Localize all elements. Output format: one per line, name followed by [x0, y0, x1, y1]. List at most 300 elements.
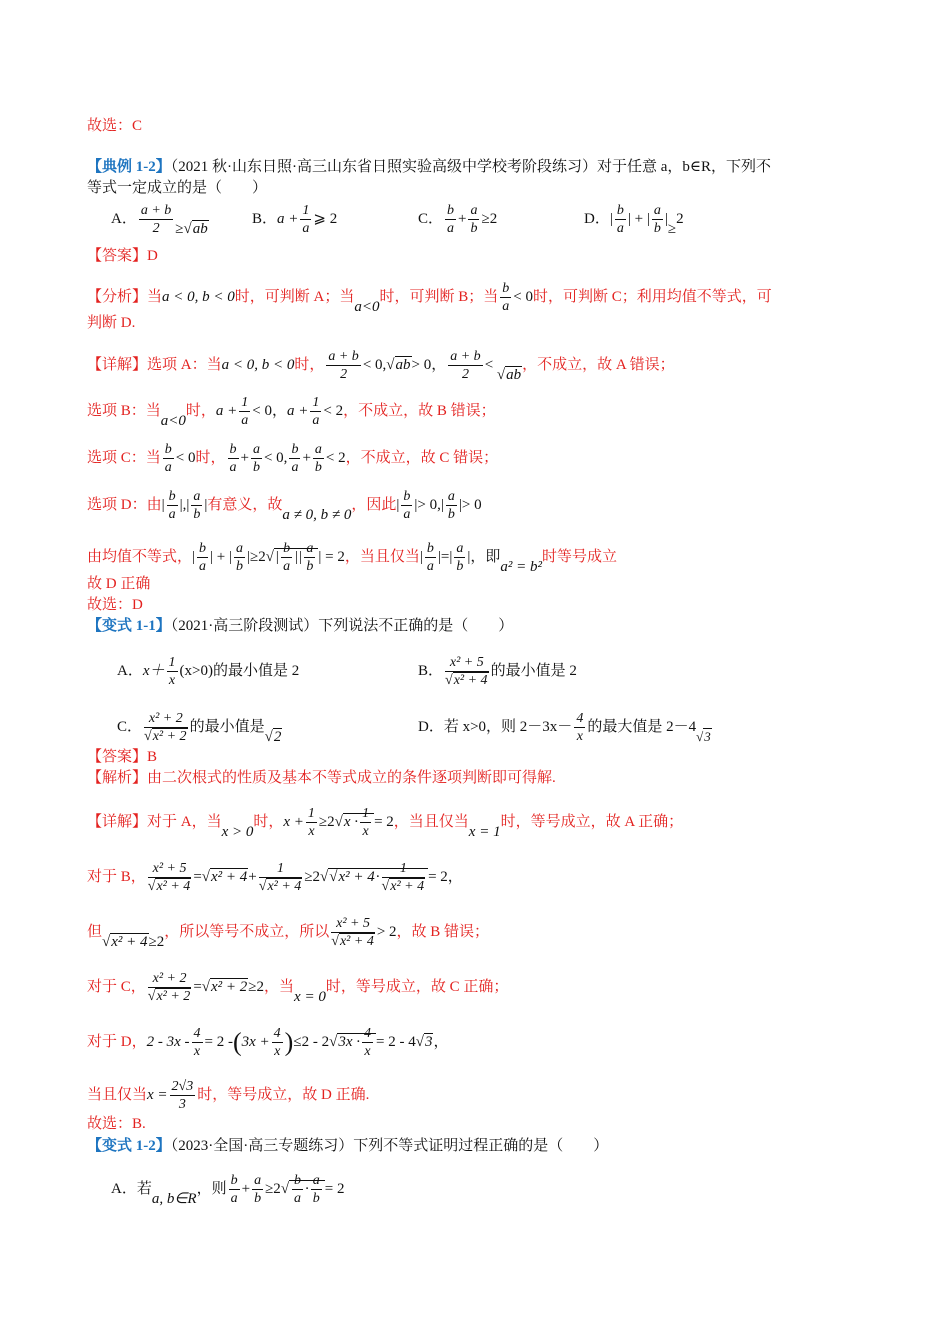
- math-text: b: [447, 507, 455, 522]
- math-text: 有意义，故: [207, 496, 283, 513]
- math-text: x² + 5: [148, 860, 192, 878]
- math-text: |=|: [437, 548, 453, 565]
- math-text: x: [362, 824, 369, 839]
- math-text: b: [291, 442, 299, 457]
- math-text: ab: [506, 366, 522, 383]
- math-text: 若: [136, 1180, 152, 1197]
- fraction: [326, 348, 360, 383]
- math-text: |≥2: [247, 548, 266, 565]
- math-text: 当且仅当: [87, 1086, 148, 1103]
- math-text: ≥2: [304, 868, 321, 885]
- fraction: [313, 441, 324, 476]
- math-symbol: [328, 861, 428, 894]
- variant-analysis: 【解析】由二次根式的性质及基本不等式成立的条件逐项判断即可得解.: [87, 770, 556, 786]
- math-text: 选项 D：由: [87, 496, 162, 513]
- variant-answer: 【答案】B: [87, 749, 158, 765]
- variant-option-a: [117, 654, 299, 689]
- math-text: ≥2: [148, 933, 165, 950]
- math-text: ·: [375, 868, 380, 885]
- math-text: 2 - 3x -: [146, 1033, 190, 1050]
- fraction: [292, 1172, 303, 1207]
- math-text: b: [456, 559, 464, 574]
- math-text: ，因此: [351, 496, 397, 513]
- fraction: [289, 441, 300, 476]
- math-text: B．: [418, 662, 444, 679]
- fraction: [401, 488, 412, 523]
- choice: 故选：D: [87, 597, 143, 613]
- math-text: 时，等号成立，故 D 正确.: [197, 1086, 370, 1103]
- fraction: [163, 441, 174, 476]
- math-text: ，不成立，故 B 错误；: [343, 402, 496, 419]
- math-symbol: |: [192, 548, 196, 565]
- math-text: x ·: [343, 813, 359, 830]
- math-text: ≥2: [481, 210, 498, 227]
- math-text: a: [291, 460, 299, 475]
- fraction: [362, 1025, 373, 1060]
- math-text: x =: [147, 1086, 168, 1103]
- math-text: ，故 B 错误；: [396, 923, 490, 940]
- math-text: ·: [305, 1180, 309, 1197]
- math-text: A．: [111, 1180, 137, 1197]
- fraction: [229, 1172, 240, 1207]
- option-a: [111, 202, 209, 237]
- math-text: a + b: [450, 349, 481, 364]
- math-text: a² = b²: [500, 558, 542, 575]
- math-text: |，即: [467, 548, 501, 565]
- fraction: [311, 1172, 322, 1207]
- example-tag: 【典例 1-2】: [87, 159, 171, 175]
- math-text: 对于 C，: [87, 978, 146, 995]
- math-text: x² + 2: [148, 970, 192, 988]
- fraction: [300, 202, 311, 237]
- square-root: √√x² + 4· $\frac{1}{\text{√x² + 4}}$: [320, 868, 428, 885]
- example-1-2-question-line1: [87, 157, 771, 177]
- fraction: [468, 202, 479, 237]
- math-text: b: [616, 203, 624, 218]
- math-text: 时，可判断 B；当: [379, 288, 499, 305]
- math-text: |> 0,|: [414, 496, 444, 513]
- math-text: a +: [215, 402, 238, 419]
- math-text: x² + 4: [211, 868, 248, 885]
- math-text: b: [252, 460, 260, 475]
- math-text: x: [168, 673, 176, 688]
- math-text: C．: [117, 718, 143, 735]
- math-text: 2: [273, 728, 282, 745]
- fraction: [446, 488, 457, 523]
- math-text: a: [502, 299, 510, 314]
- math-text: ≥2: [318, 813, 335, 830]
- math-text: x² + 5: [331, 915, 375, 933]
- math-text: ，所以等号不成立，所以: [164, 923, 330, 940]
- math-text: a: [254, 1173, 262, 1188]
- math-text: (x>0)的最小值是 2: [179, 662, 300, 679]
- math-text: < 0: [513, 288, 533, 305]
- math-text: ，不成立，故 A 错误；: [522, 356, 675, 373]
- math-text: ): [284, 1027, 294, 1057]
- math-text: (: [232, 1027, 242, 1057]
- math-text: 4: [363, 1026, 371, 1041]
- math-text: b: [193, 507, 201, 522]
- math-text: 1: [362, 806, 370, 821]
- previous-answer: 故选：C: [87, 118, 143, 134]
- math-text: x: [308, 824, 315, 839]
- math-text: 【变式 1-1】: [87, 618, 171, 634]
- math-text: ，: [433, 1033, 449, 1050]
- fraction: [448, 348, 482, 383]
- square-root: √x² + 2: [144, 729, 187, 744]
- math-text: 1: [259, 860, 303, 878]
- math-text: B．: [252, 210, 278, 227]
- math-text: x² + 4: [338, 868, 375, 885]
- math-text: ||: [294, 548, 303, 565]
- math-text: 时，等号成立，故 C 正确；: [325, 978, 509, 995]
- math-text: x² + 4: [453, 673, 488, 688]
- math-text: a: [426, 559, 434, 574]
- math-text: b: [199, 541, 207, 556]
- math-text: =: [193, 868, 202, 885]
- math-text: 1: [307, 806, 315, 821]
- math-text: a: [164, 460, 172, 475]
- math-text: 由均值不等式，: [87, 548, 193, 565]
- analysis: [87, 280, 772, 315]
- math-text: a ≠ 0, b ≠ 0: [282, 506, 352, 523]
- example-1-2-question-line2: 等式一定成立的是（ ）: [87, 180, 268, 196]
- math-symbol: +: [302, 449, 311, 466]
- fraction: [360, 805, 371, 840]
- math-text: +: [458, 210, 467, 227]
- math-symbol: +: [240, 449, 249, 466]
- math-text: A．: [117, 662, 143, 679]
- math-text: = 2: [324, 1180, 345, 1197]
- square-root: √x² + 2: [147, 989, 191, 1004]
- math-text: | + |: [210, 548, 232, 565]
- math-text: 时，: [195, 449, 226, 466]
- math-text: 【分析】当: [87, 288, 163, 305]
- math-symbol: [337, 1026, 376, 1059]
- fraction: [170, 1078, 196, 1113]
- square-root: √x² + 4: [201, 868, 248, 885]
- math-text: ，当: [264, 978, 295, 995]
- math-text: x² + 2: [144, 710, 188, 728]
- fraction: [192, 1025, 203, 1060]
- amgm-line: [87, 540, 617, 575]
- math-text: x = 1: [468, 823, 501, 840]
- math-text: |: [664, 210, 668, 227]
- math-text: ≥: [175, 220, 184, 237]
- math-text: a: [241, 413, 249, 428]
- math-text: | + |: [627, 210, 650, 227]
- variant-1-1-question: [87, 616, 513, 636]
- square-root: √x² + 4: [445, 673, 488, 688]
- option-c: [418, 202, 497, 237]
- fraction: [251, 441, 262, 476]
- answer: 【答案】D: [87, 248, 158, 264]
- math-text: a +: [287, 402, 309, 419]
- math-text: a < 0, b < 0: [221, 356, 295, 373]
- square-root: √x² + 4: [258, 879, 302, 894]
- fraction: [239, 394, 250, 429]
- math-text: 时，: [294, 356, 325, 373]
- math-text: 选项 B：当: [87, 402, 161, 419]
- square-root: √x² + 2: [201, 978, 248, 995]
- fraction: [454, 540, 465, 575]
- math-text: a: [199, 559, 207, 574]
- square-root: √3x · $\frac{4}{x}$: [329, 1033, 376, 1050]
- math-text: b: [403, 489, 411, 504]
- fraction: [252, 1172, 263, 1207]
- math-text: b: [236, 559, 243, 574]
- math-text: 1: [382, 860, 426, 878]
- math-text: a: [283, 559, 291, 574]
- fraction: [445, 202, 456, 237]
- math-text: 时，: [185, 402, 216, 419]
- math-text: a +: [277, 210, 299, 227]
- math-text: a < 0, b < 0: [162, 288, 235, 305]
- math-text: 若 x>0，则 2－3x－: [443, 718, 573, 735]
- detail-option-a: [87, 348, 675, 383]
- math-symbol: |: [396, 496, 400, 513]
- math-text: 3x ·: [338, 1033, 360, 1050]
- math-symbol: [289, 1173, 325, 1206]
- math-text: 时等号成立: [541, 548, 617, 565]
- option-d: [584, 202, 684, 237]
- math-symbol: | $\frac{b}{a}$ || $\frac{a}{b}$: [274, 548, 318, 565]
- math-text: 【详解】选项 A：当: [87, 356, 222, 373]
- math-text: < 2: [323, 402, 344, 419]
- math-text: a: [229, 460, 237, 475]
- fraction: [272, 1025, 283, 1060]
- math-text: （2021·高三阶段测试）下列说法不正确的是（ ）: [170, 618, 514, 634]
- math-text: a: [616, 221, 624, 236]
- math-text: a, b∈R: [151, 1190, 197, 1207]
- math-text: x² + 5: [445, 654, 489, 672]
- square-root: √3: [696, 728, 711, 744]
- math-text: = 2，: [428, 868, 463, 885]
- math-text: 2: [676, 210, 684, 227]
- detail-option-c: [87, 441, 498, 476]
- math-symbol: |: [161, 496, 165, 513]
- fraction: [234, 540, 245, 575]
- fraction: [445, 654, 489, 689]
- math-text: ，当且仅当: [393, 813, 469, 830]
- math-symbol: |: [419, 548, 423, 565]
- math-text: a<0: [160, 412, 186, 429]
- math-text: a: [403, 507, 411, 522]
- math-text: 1: [312, 395, 320, 410]
- math-text: b: [447, 203, 455, 218]
- math-symbol: [343, 806, 374, 839]
- math-text: 时，: [253, 813, 284, 830]
- detail-option-d: [87, 488, 482, 523]
- fraction: [139, 202, 173, 237]
- math-symbol: |: [204, 496, 208, 513]
- square-root: √ab: [496, 366, 522, 383]
- square-root: √x² + 4: [147, 879, 191, 894]
- math-text: < 0，: [252, 402, 287, 419]
- square-root: √ab: [386, 356, 411, 373]
- math-text: x² + 4: [339, 934, 374, 949]
- fraction: [228, 441, 239, 476]
- math-text: a: [653, 203, 661, 218]
- math-text: ≥2: [248, 978, 265, 995]
- math-text: = 2 - 4: [375, 1033, 416, 1050]
- fraction: [615, 202, 626, 237]
- math-text: 2√3: [171, 1079, 194, 1094]
- math-text: a: [312, 1173, 320, 1188]
- math-text: ≥2: [265, 1180, 281, 1197]
- math-text: x² + 4: [267, 879, 302, 894]
- math-text: +: [241, 1180, 251, 1197]
- math-text: ab: [192, 220, 208, 237]
- variant-option-d: [418, 710, 712, 745]
- math-text: |: [609, 210, 613, 227]
- math-text: 3: [704, 728, 711, 744]
- math-text: b: [254, 1191, 262, 1206]
- math-text: a: [252, 442, 260, 457]
- math-text: ，不成立，故 C 错误；: [345, 449, 499, 466]
- math-text: a + b: [328, 349, 359, 364]
- math-text: +: [248, 868, 257, 885]
- math-text: D．: [584, 210, 610, 227]
- question-text: （2021 秋·山东日照·高三山东省日照实验高级中学校考阶段练习）对于任意 a，b∈R，下列不: [170, 159, 772, 175]
- math-text: b: [470, 221, 478, 236]
- math-text: 的最小值是 2: [490, 662, 577, 679]
- fraction: [425, 540, 436, 575]
- variant-1-2-question: [87, 1136, 608, 1156]
- fraction: [574, 710, 585, 745]
- variant-option-b: [418, 654, 577, 689]
- fraction: [306, 805, 317, 840]
- math-text: a: [230, 1191, 238, 1206]
- math-text: 时，可判断 A；当: [234, 288, 355, 305]
- square-root: √x² + 4: [329, 868, 375, 885]
- fraction: [144, 710, 188, 745]
- math-text: ≥: [667, 220, 677, 237]
- math-text: b: [294, 1173, 302, 1188]
- variant-detail-b2: [87, 915, 489, 950]
- fraction: [197, 540, 208, 575]
- variant-detail-d2: [87, 1078, 369, 1113]
- square-root: √x · $\frac{1}{x}$: [335, 813, 374, 830]
- math-text: < 0,: [362, 356, 387, 373]
- square-root: √ab: [183, 220, 208, 237]
- fraction: [259, 860, 303, 895]
- fraction: [167, 654, 178, 689]
- math-text: b: [306, 559, 314, 574]
- math-text: a: [470, 203, 478, 218]
- variant-detail-a: [87, 805, 683, 840]
- math-text: 4: [273, 1026, 281, 1041]
- detail-option-b: [87, 394, 496, 429]
- math-text: a + b: [140, 203, 172, 218]
- math-text: b: [229, 442, 237, 457]
- math-text: x: [576, 729, 583, 744]
- math-text: a: [314, 442, 322, 457]
- square-root: √ $\frac{b}{a}$ · $\frac{a}{b}$: [281, 1180, 325, 1197]
- math-text: < 0,: [263, 449, 288, 466]
- math-text: 1: [168, 655, 176, 670]
- math-text: x² + 2: [152, 729, 187, 744]
- variant-choice: 故选：B.: [87, 1116, 146, 1132]
- math-text: 对于 D，: [87, 1033, 147, 1050]
- math-text: b: [312, 1191, 320, 1206]
- math-text: C．: [418, 210, 444, 227]
- math-text: ≤2 - 2: [293, 1033, 330, 1050]
- math-text: |,|: [179, 496, 190, 513]
- math-text: 2: [152, 221, 160, 236]
- math-text: a<0: [354, 298, 380, 315]
- math-text: b: [426, 541, 434, 556]
- fraction: [148, 860, 192, 895]
- math-text: 但: [87, 923, 103, 940]
- math-text: 2: [461, 367, 469, 382]
- square-root: √3: [415, 1033, 433, 1050]
- math-text: 的最大值是 2－4: [587, 718, 697, 735]
- fraction: [304, 540, 315, 575]
- math-text: b: [164, 442, 172, 457]
- variant-detail-b: [87, 860, 463, 895]
- math-text: = 2: [374, 813, 394, 830]
- option-label: A．: [111, 210, 137, 227]
- fraction: [310, 394, 321, 429]
- math-text: x² + 4: [111, 933, 148, 950]
- fraction: [191, 488, 202, 523]
- math-text: b: [314, 460, 322, 475]
- variant-option-c: [117, 710, 282, 745]
- analysis-line2: 判断 D.: [87, 315, 136, 331]
- math-text: x: [364, 1044, 371, 1059]
- conclusion: 故 D 正确: [87, 576, 151, 592]
- math-text: x＋: [142, 662, 165, 679]
- option-b: [252, 202, 337, 237]
- math-text: b: [283, 541, 291, 556]
- math-text: 4: [576, 711, 584, 726]
- math-text: > 2: [376, 923, 397, 940]
- math-text: x: [193, 1044, 201, 1059]
- variant-detail-d: [87, 1025, 448, 1060]
- math-text: 【详解】对于 A，当: [87, 813, 222, 830]
- math-text: =: [193, 978, 202, 995]
- math-text: a: [447, 221, 455, 236]
- math-text: D．: [418, 718, 444, 735]
- math-text: < 0: [175, 449, 196, 466]
- math-text: 1: [302, 203, 310, 218]
- math-text: b: [168, 489, 176, 504]
- fraction: [148, 970, 192, 1005]
- variant-detail-c: [87, 970, 508, 1005]
- math-text: a: [302, 221, 310, 236]
- math-text: 对于 B，: [87, 868, 146, 885]
- square-root: √x² + 4: [331, 934, 374, 949]
- math-text: 3: [178, 1097, 186, 1112]
- variant-1-2-option-a: [111, 1172, 345, 1207]
- square-root: √| $\frac{b}{a}$ || $\frac{a}{b}$: [266, 548, 319, 565]
- math-text: 的最小值是: [189, 718, 265, 735]
- math-text: x² + 4: [390, 879, 425, 894]
- math-text: x: [274, 1044, 281, 1059]
- square-root: √x² + 4: [102, 933, 148, 950]
- math-text: ，当且仅当: [344, 548, 420, 565]
- fraction: [500, 280, 511, 315]
- math-text: 选项 C：当: [87, 449, 161, 466]
- math-text: ab: [395, 356, 411, 373]
- math-text: ⩾ 2: [313, 210, 338, 227]
- math-text: a: [312, 413, 320, 428]
- square-root: √2: [264, 728, 282, 745]
- fraction: [167, 488, 178, 523]
- math-text: | = 2: [318, 548, 345, 565]
- fraction: [281, 540, 292, 575]
